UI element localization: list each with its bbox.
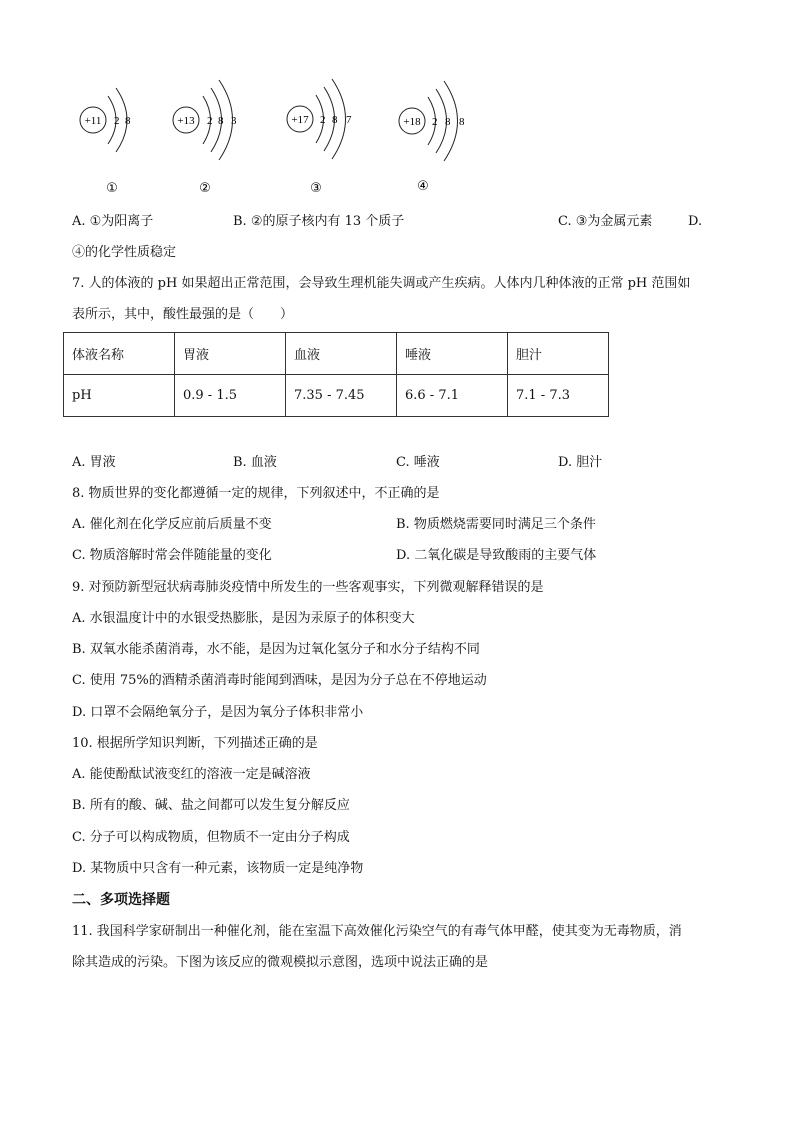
q7-stem-line2: 表所示，其中，酸性最强的是（ ）: [72, 307, 294, 322]
nucleus-charge: +17: [291, 114, 309, 126]
q8-option-a: A. 催化剂在化学反应前后质量不变: [72, 517, 272, 532]
shell-electrons: 8: [459, 116, 465, 128]
table-cell: pH: [64, 375, 175, 417]
table-cell: 胃液: [175, 333, 286, 375]
q9-stem: 9. 对预防新型冠状病毒肺炎疫情中所发生的一些客观事实，下列微观解释错误的是: [72, 580, 544, 595]
shell-electrons: 2: [114, 115, 120, 127]
q9-option-d: D. 口罩不会隔绝氧分子，是因为氧分子体积非常小: [72, 705, 364, 720]
nucleus-charge: +13: [177, 115, 195, 127]
section-heading: 二、多项选择题: [72, 892, 170, 908]
q6-option-a: A. ①为阳离子: [72, 214, 154, 229]
shell-electrons: 7: [346, 114, 352, 126]
q11-stem-line2: 除其造成的污染。下图为该反应的微观模拟示意图，选项中说法正确的是: [72, 955, 489, 970]
atom-label: ①: [106, 181, 118, 196]
q8-stem: 8. 物质世界的变化都遵循一定的规律，下列叙述中，不正确的是: [72, 486, 440, 501]
shell-electrons: 2: [207, 115, 213, 127]
q6-option-c: C. ③为金属元素: [558, 214, 653, 229]
q7-stem-line1: 7. 人的体液的 pH 如果超出正常范围，会导致生理机能失调或产生疾病。人体内几种体液的正常 pH 范围如: [72, 276, 691, 291]
q6-option-d-text: ④的化学性质稳定: [72, 245, 177, 260]
q9-option-a: A. 水银温度计中的水银受热膨胀，是因为汞原子的体积变大: [72, 611, 415, 626]
table-cell: 0.9 - 1.5: [175, 375, 286, 417]
q10-option-d: D. 某物质中只含有一种元素，该物质一定是纯净物: [72, 861, 364, 876]
q7-option-d: D. 胆汁: [558, 455, 603, 470]
shell-electrons: 2: [432, 116, 438, 128]
shell-electrons: 8: [125, 115, 131, 127]
q7-option-c: C. 唾液: [396, 455, 440, 470]
table-cell: 血液: [286, 333, 397, 375]
shell-electrons: 8: [218, 115, 224, 127]
atom-diagram-1: [80, 88, 131, 196]
shell-electrons: 3: [231, 115, 237, 127]
q7-option-b: B. 血液: [233, 455, 277, 470]
atom-diagram-3: [287, 79, 352, 196]
ph-table: [63, 332, 609, 417]
q7-option-a: A. 胃液: [72, 455, 116, 470]
q6-option-d: D.: [688, 214, 703, 229]
q6-option-b: B. ②的原子核内有 13 个质子: [233, 214, 405, 229]
q10-option-a: A. 能使酚酞试液变红的溶液一定是碱溶液: [72, 767, 311, 782]
table-header-row: [64, 333, 609, 375]
nucleus-charge: +11: [84, 115, 102, 127]
q10-option-c: C. 分子可以构成物质，但物质不一定由分子构成: [72, 830, 350, 845]
q10-option-b: B. 所有的酸、碱、盐之间都可以发生复分解反应: [72, 798, 350, 813]
table-cell: 唾液: [397, 333, 508, 375]
q8-option-c: C. 物质溶解时常会伴随能量的变化: [72, 548, 272, 563]
q9-option-b: B. 双氧水能杀菌消毒，水不能，是因为过氧化氢分子和水分子结构不同: [72, 642, 480, 657]
table-cell: 6.6 - 7.1: [397, 375, 508, 417]
atom-diagram-2: [173, 80, 237, 196]
q11-stem-line1: 11. 我国科学家研制出一种催化剂，能在室温下高效催化污染空气的有毒气体甲醛，使其变为无毒物质，消: [72, 924, 682, 939]
atom-structure-diagrams: [0, 0, 794, 210]
table-cell: 体液名称: [64, 333, 175, 375]
table-cell: 胆汁: [508, 333, 609, 375]
q8-option-b: B. 物质燃烧需要同时满足三个条件: [396, 517, 596, 532]
shell-electrons: 8: [445, 116, 451, 128]
atom-label: ④: [417, 179, 429, 194]
shell-electrons: 8: [332, 114, 338, 126]
q10-stem: 10. 根据所学知识判断，下列描述正确的是: [72, 736, 318, 751]
table-cell: 7.1 - 7.3: [508, 375, 609, 417]
shell-electrons: 2: [320, 114, 326, 126]
atom-label: ②: [199, 181, 211, 196]
q9-option-c: C. 使用 75%的酒精杀菌消毒时能闻到酒味，是因为分子总在不停地运动: [72, 673, 487, 688]
table-cell: 7.35 - 7.45: [286, 375, 397, 417]
atom-label: ③: [310, 181, 322, 196]
atom-diagram-4: [399, 81, 465, 194]
q8-option-d: D. 二氧化碳是导致酸雨的主要气体: [396, 548, 597, 563]
nucleus-charge: +18: [403, 116, 421, 128]
table-row: [64, 375, 609, 417]
